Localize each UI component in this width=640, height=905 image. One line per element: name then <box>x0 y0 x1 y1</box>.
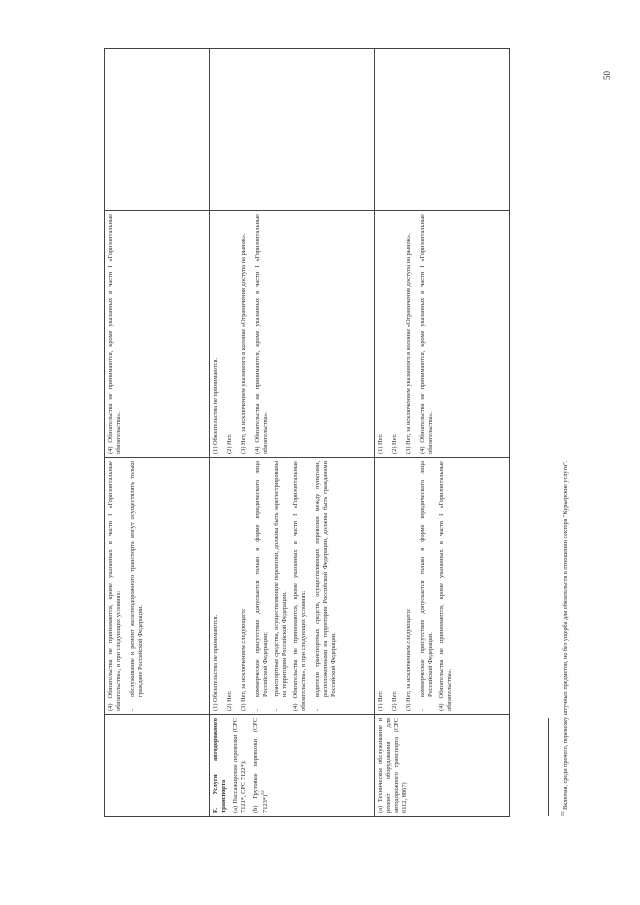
commitment-paragraph: (3) Нет, за исключением указанного в колонке «Ограничения доступа на рынок». <box>240 233 247 454</box>
commitment-paragraph: (1) Обязательства не принимаются. <box>212 357 219 454</box>
sector-line: (a) Пассажирские перевозки (CPC 7121*, CPC 7122*); <box>232 718 247 813</box>
bullet-item <box>254 461 270 711</box>
commitment-paragraph: (3) Нет, за исключением следующего: <box>240 608 247 711</box>
table-row <box>210 49 375 817</box>
commitment-paragraph: (3) Нет, за исключением указанного в колонке «Ограничения доступа на рынок». <box>405 233 412 454</box>
additional-commitments-cell <box>105 49 210 211</box>
commitment-paragraph: (1) Нет. <box>377 690 384 711</box>
table-row <box>375 49 510 817</box>
national-treatment-cell <box>375 211 510 458</box>
bullet-dash: - <box>273 708 280 711</box>
bullet-dash: - <box>129 708 136 711</box>
commitment-paragraph: (3) Нет, за исключением следующего: <box>405 608 412 711</box>
bullet-text: коммерческое присутствие допускается только в форме юридического лица Российской Федерации. <box>419 461 434 697</box>
footnote-separator <box>548 718 549 816</box>
commitment-paragraph: (4) Обязательства не принимаются, кроме указанных в части I «Горизонтальные обязательства», и при следующих условиях: <box>107 461 122 711</box>
commitment-paragraph: (4) Обязательства не принимаются, кроме указанных в части I «Горизонтальные обязательства». <box>107 214 122 454</box>
additional-commitments-cell <box>210 49 375 211</box>
bullet-text: водители транспортных средств, осуществляющих перевозки между пунктами, расположенными на территории Российской Федерации, должны быть гражданами Российской Федерации. <box>314 461 337 697</box>
bullet-text: обслуживание и ремонт железнодорожного транспорта могут осуществлять только граждане Российской Федерации. <box>129 461 144 697</box>
market-access-cell <box>375 458 510 715</box>
bullet-dash: - <box>254 708 261 711</box>
bullet-item <box>273 461 289 711</box>
national-treatment-cell <box>105 211 210 458</box>
table-row <box>105 49 210 817</box>
commitment-paragraph: (4) Обязательства не принимаются, кроме указанных в части I «Горизонтальные обязательства». <box>419 214 434 454</box>
commitment-paragraph: (2) Нет. <box>226 433 233 454</box>
sector-line: (b) Грузовые перевозки (CPC 7123*)$^{52}$ <box>252 718 270 813</box>
sector-cell <box>105 715 210 817</box>
sector-cell <box>210 715 375 817</box>
footnote: $^{52}$ Включая, среди прочего, перевозку штучных предметов, но без ущерба для обязательств в отношении сектора "Курьерские услуги". <box>560 460 570 816</box>
market-access-cell <box>105 458 210 715</box>
commitment-paragraph: (1) Обязательства не принимаются. <box>212 614 219 711</box>
commitment-paragraph: (4) Обязательства не принимаются, кроме указанных в части I «Горизонтальные обязательства». <box>438 461 453 711</box>
commitment-paragraph: (2) Нет. <box>391 690 398 711</box>
bullet-item <box>129 461 145 711</box>
market-access-cell <box>210 458 375 715</box>
bullet-text: коммерческое присутствие допускается только в форме юридического лица Российской Федерации; <box>254 461 269 697</box>
schedule-table-container <box>104 77 534 817</box>
sector-title: F. Услуги автодорожного транспорта <box>212 718 227 813</box>
commitment-paragraph: (4) Обязательства не принимаются, кроме указанных в части I «Горизонтальные обязательства», и при следующих условиях: <box>292 461 307 711</box>
commitment-paragraph: (4) Обязательства не принимаются, кроме указанных в части I «Горизонтальные обязательства». <box>254 214 269 454</box>
commitment-paragraph: (1) Нет. <box>377 433 384 454</box>
bullet-item <box>314 461 338 711</box>
commitment-paragraph: (2) Нет. <box>226 690 233 711</box>
page-number: 50 <box>602 71 612 80</box>
bullet-dash: - <box>314 708 321 711</box>
additional-commitments-cell <box>375 49 510 211</box>
national-treatment-cell <box>210 211 375 458</box>
commitment-paragraph: (2) Нет. <box>391 433 398 454</box>
schedule-table <box>104 48 510 817</box>
sector-line: (a) Техническое обслуживание и ремонт оборудования для автодорожного транспорта (CPC 6112, 8867) <box>377 718 408 813</box>
bullet-item <box>419 461 435 711</box>
bullet-dash: - <box>419 708 426 711</box>
sector-cell <box>375 715 510 817</box>
bullet-text: транспортные средства, осуществляющие перевозки, должны быть зарегистрированы на территории Российской Федерации. <box>273 461 288 697</box>
